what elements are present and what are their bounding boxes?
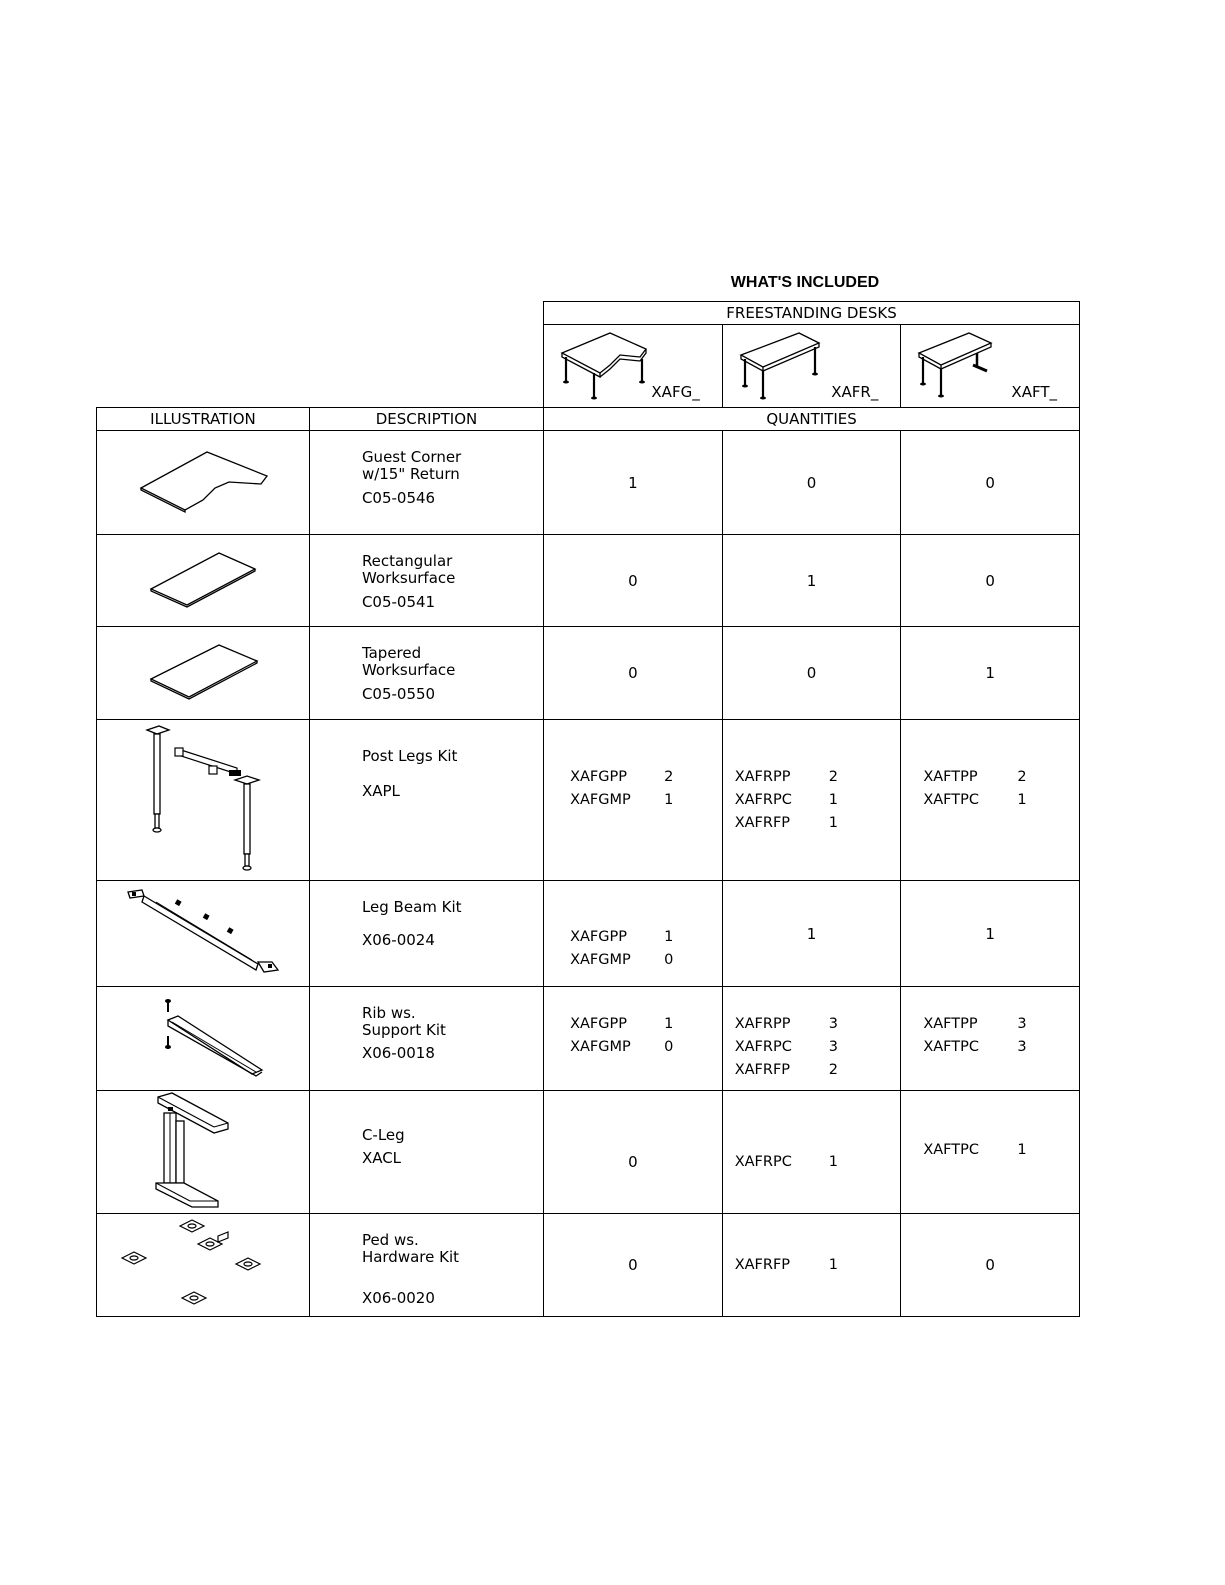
table-row: [97, 627, 1080, 720]
config-code: XAFRPC: [734, 1153, 792, 1170]
post-legs-kit-icon: [133, 720, 273, 876]
description-cell: [309, 431, 543, 535]
part-number: X06-0020: [361, 1289, 435, 1307]
config-code: XAFGPP: [570, 768, 627, 785]
item-name: Ped ws.: [361, 1231, 419, 1249]
config-qty: 1: [664, 791, 674, 808]
config-qty: 0: [664, 1039, 674, 1055]
config-qty: 1: [828, 1256, 838, 1273]
quantities-header: QUANTITIES: [544, 408, 1080, 431]
item-name: Guest Corner: [361, 448, 462, 466]
config-code: XAFRFP: [734, 1062, 791, 1078]
config-qty: 3: [828, 1016, 838, 1032]
qty-xaft: 0: [901, 1214, 1080, 1317]
config-qty: 2: [1017, 768, 1027, 785]
item-name: C-Leg: [361, 1126, 405, 1144]
description-cell: [309, 720, 543, 881]
illustration-cell: [97, 881, 310, 987]
item-name: Rib ws.: [361, 1004, 416, 1022]
description-cell: [309, 535, 543, 627]
illustration-cell: [97, 535, 310, 627]
config-code: XAFGPP: [570, 1016, 627, 1032]
table-row: [97, 881, 1080, 987]
qty-xaft: [901, 1091, 1080, 1214]
item-name: Support Kit: [361, 1021, 446, 1039]
model-code: XAFT_: [1011, 383, 1057, 401]
table-row: [97, 987, 1080, 1091]
ped-hardware-kit-icon: [118, 1214, 288, 1312]
qty-xafg: 0: [544, 535, 723, 627]
qty-xafg: 0: [544, 1214, 723, 1317]
qty-xaft: 1: [901, 627, 1080, 720]
qty-xafr: 1: [722, 881, 901, 987]
item-name: Tapered: [361, 644, 422, 662]
qty-xafg: 1: [544, 431, 723, 535]
rectangular-desk-icon: [733, 329, 833, 401]
page-title: WHAT'S INCLUDED: [730, 274, 880, 291]
qty-xafr: 1: [722, 535, 901, 627]
description-cell: [309, 627, 543, 720]
leg-beam-kit-icon: [118, 882, 288, 982]
table-row: [97, 1091, 1080, 1214]
part-number: C05-0541: [361, 593, 436, 611]
model-code: XAFG_: [651, 383, 700, 401]
qty-xafr: 0: [722, 627, 901, 720]
config-code: XAFGPP: [570, 928, 627, 945]
qty-xaft: 0: [901, 431, 1080, 535]
description-cell: [309, 987, 543, 1091]
model-cell-xafr: [722, 325, 901, 408]
config-code: XAFGMP: [570, 791, 631, 808]
qty-xafg: [544, 987, 723, 1091]
table-row: [97, 1214, 1080, 1317]
guest-corner-worksurface-icon: [133, 446, 273, 516]
qty-xafr: [722, 1214, 901, 1317]
config-qty: 1: [1017, 1142, 1027, 1158]
config-qty: 0: [664, 951, 674, 968]
qty-xaft: 0: [901, 535, 1080, 627]
config-qty: 3: [1017, 1039, 1027, 1055]
description-cell: [309, 1214, 543, 1317]
config-code: XAFRFP: [734, 1256, 791, 1273]
table-row: [97, 535, 1080, 627]
config-code: XAFTPP: [923, 768, 978, 785]
qty-xafg: 0: [544, 627, 723, 720]
blank-corner: [97, 302, 544, 408]
illustration-cell: [97, 431, 310, 535]
description-cell: [309, 881, 543, 987]
part-number: XACL: [361, 1149, 402, 1167]
config-qty: 1: [1017, 791, 1027, 808]
model-cell-xafg: [544, 325, 723, 408]
qty-xafr: [722, 720, 901, 881]
config-code: XAFGMP: [570, 951, 631, 968]
tapered-desk-icon: [911, 329, 1011, 401]
config-code: XAFRFP: [734, 814, 791, 831]
part-number: X06-0018: [361, 1044, 435, 1062]
config-qty: 2: [828, 1062, 838, 1078]
part-number: XAPL: [361, 782, 400, 800]
guest-corner-desk-icon: [554, 329, 654, 401]
rectangular-worksurface-icon: [143, 547, 263, 611]
table-row: [97, 720, 1080, 881]
qty-xafg: 0: [544, 1091, 723, 1214]
table-row: [97, 431, 1080, 535]
item-name: Leg Beam Kit: [361, 898, 462, 916]
config-code: XAFTPC: [923, 791, 979, 808]
config-code: XAFGMP: [570, 1039, 631, 1055]
illustration-cell: [97, 987, 310, 1091]
part-number: X06-0024: [361, 931, 435, 949]
qty-xaft: [901, 720, 1080, 881]
qty-xafr: 0: [722, 431, 901, 535]
illustration-cell: [97, 1214, 310, 1317]
illustration-cell: [97, 1091, 310, 1214]
description-header: DESCRIPTION: [309, 408, 543, 431]
item-name: w/15" Return: [361, 465, 460, 483]
item-name: Hardware Kit: [361, 1248, 460, 1266]
whats-included-table: [96, 301, 1080, 1317]
config-code: XAFRPC: [734, 1039, 792, 1055]
config-qty: 2: [828, 768, 838, 785]
rib-support-kit-icon: [138, 992, 268, 1082]
item-name: Rectangular: [361, 552, 453, 570]
model-code: XAFR_: [831, 383, 879, 401]
config-qty: 1: [828, 1153, 838, 1170]
config-code: XAFTPP: [923, 1016, 978, 1032]
config-qty: 1: [664, 1016, 674, 1032]
qty-xafr: [722, 987, 901, 1091]
qty-xaft: [901, 987, 1080, 1091]
item-name: Post Legs Kit: [361, 747, 458, 765]
qty-xafr: [722, 1091, 901, 1214]
config-qty: 2: [664, 768, 674, 785]
config-code: XAFRPP: [734, 768, 791, 785]
c-leg-icon: [148, 1091, 258, 1209]
config-qty: 1: [828, 814, 838, 831]
config-code: XAFTPC: [923, 1142, 979, 1158]
qty-xaft: 1: [901, 881, 1080, 987]
description-cell: [309, 1091, 543, 1214]
qty-xafg: [544, 881, 723, 987]
config-code: XAFTPC: [923, 1039, 979, 1055]
tapered-worksurface-icon: [143, 639, 263, 703]
config-qty: 1: [828, 791, 838, 808]
model-cell-xaft: [901, 325, 1080, 408]
item-name: Worksurface: [361, 661, 456, 679]
config-qty: 3: [828, 1039, 838, 1055]
config-code: XAFRPP: [734, 1016, 791, 1032]
illustration-header: ILLUSTRATION: [97, 408, 310, 431]
qty-xafg: [544, 720, 723, 881]
item-name: Worksurface: [361, 569, 456, 587]
config-code: XAFRPC: [734, 791, 792, 808]
illustration-cell: [97, 627, 310, 720]
part-number: C05-0550: [361, 685, 436, 703]
illustration-cell: [97, 720, 310, 881]
part-number: C05-0546: [361, 489, 436, 507]
config-qty: 1: [664, 928, 674, 945]
config-qty: 3: [1017, 1016, 1027, 1032]
freestanding-desks-header: FREESTANDING DESKS: [544, 302, 1080, 325]
